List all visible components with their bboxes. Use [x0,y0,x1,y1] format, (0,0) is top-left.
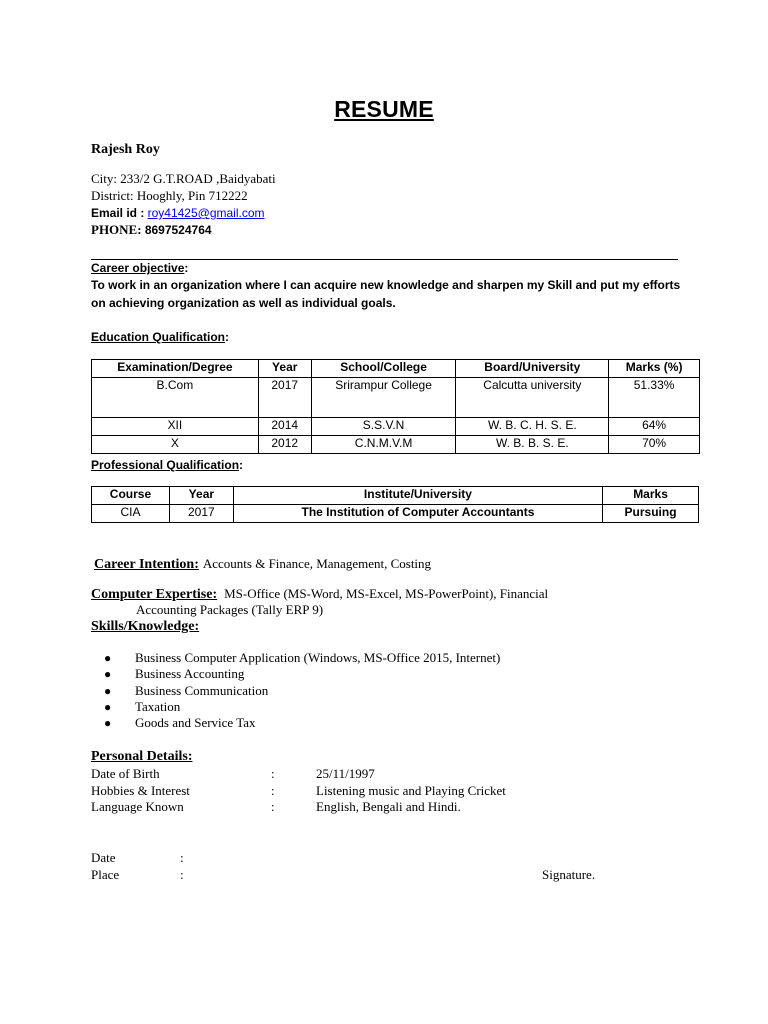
bullet-icon: ● [104,699,112,714]
table-row [92,418,700,436]
phone-line [91,222,212,238]
colon: : [180,850,184,865]
col-header: Examination/Degree [92,360,259,378]
colon: : [271,766,275,781]
bullet-icon: ● [104,683,112,698]
colon: : [271,783,275,798]
phone-label: PHONE: [91,222,142,237]
career-objective-text: To work in an organization where I can acquire new knowledge and sharpen my Skill and put my efforts on achieving organization as well as individual goals. [91,278,681,310]
skills-heading: Skills/Knowledge: [91,619,200,634]
professional-table [91,486,699,523]
col-header: Marks [603,487,699,505]
table-cell: The Institution of Computer Accountants [233,505,602,523]
list-item: ● Business Communication [104,682,269,698]
table-cell: 2017 [258,378,311,418]
bullet-icon: ● [104,716,112,731]
email-line [91,205,265,221]
table-cell: Calcutta university [456,378,609,418]
career-intention-line [94,555,431,573]
table-cell: Srirampur College [311,378,456,418]
city-line: City: 233/2 G.T.ROAD ,Baidyabati [91,171,276,186]
table-cell: 70% [609,436,700,454]
bullet-icon: ● [104,651,112,665]
divider-line [91,259,678,260]
date-label: Date [91,850,116,865]
personal-label: Date of Birth [91,766,160,781]
colon: : [271,799,275,814]
resume-title: RESUME [334,96,434,122]
personal-label: Hobbies & Interest [91,783,190,798]
place-label: Place [91,867,120,882]
table-cell: 51.33% [609,378,700,418]
col-header: Year [258,360,311,378]
table-row [92,436,700,454]
col-header: School/College [311,360,456,378]
table-cell: W. B. B. S. E. [456,436,609,454]
col-header: Marks (%) [609,360,700,378]
professional-header-row [92,487,699,505]
list-item: ● Business Computer Application (Windows, MS-Office 2015, Internet) [104,650,501,665]
table-cell: 64% [609,418,700,436]
col-header: Course [92,487,170,505]
computer-expertise-continued: Accounting Packages (Tally ERP 9) [136,602,324,617]
table-cell: S.S.V.N [311,418,456,436]
col-header: Institute/University [233,487,602,505]
list-item: ● Taxation [104,698,181,714]
computer-expertise-value: MS-Office (MS-Word, MS-Excel, MS-PowerPoint), Financial [224,586,549,601]
table-cell: 2017 [169,505,233,523]
col-header: Board/University [456,360,609,378]
personal-value: 25/11/1997 [316,766,375,781]
computer-expertise-label: Computer Expertise: [91,587,218,602]
phone-number: 8697524764 [144,223,212,237]
skills-list [104,650,500,731]
list-item: ● Goods and Service Tax [104,715,256,731]
table-cell: 2012 [258,436,311,454]
email-label: Email id : [91,206,145,220]
table-row [92,505,699,523]
bullet-icon: ● [104,667,112,682]
signature-label: Signature. [542,867,596,882]
education-heading: Education Qualification: [91,330,230,344]
list-item: ● Business Accounting [104,666,245,682]
table-cell: CIA [92,505,170,523]
computer-expertise-line [91,585,548,603]
professional-heading: Professional Qualification: [91,458,244,472]
table-cell: X [92,436,259,454]
career-objective-heading: Career objective: [91,261,189,275]
personal-value: English, Bengali and Hindi. [316,799,461,814]
candidate-name: Rajesh Roy [91,142,160,157]
career-intention-label: Career Intention: [94,557,199,572]
table-cell: C.N.M.V.M [311,436,456,454]
career-intention-value: Accounts & Finance, Management, Costing [202,556,432,571]
personal-value: Listening music and Playing Cricket [316,783,506,798]
personal-label: Language Known [91,799,184,814]
table-cell: XII [92,418,259,436]
district-line: District: Hooghly, Pin 712222 [91,188,248,203]
table-cell: W. B. C. H. S. E. [456,418,609,436]
education-header-row [92,360,700,378]
email-link[interactable]: roy41425@gmail.com [147,206,265,220]
table-row [92,378,700,418]
personal-details-heading: Personal Details: [91,749,193,764]
table-cell: 2014 [258,418,311,436]
table-cell: Pursuing [603,505,699,523]
col-header: Year [169,487,233,505]
education-table [91,359,700,454]
table-cell: B.Com [92,378,259,418]
colon: : [180,867,184,882]
